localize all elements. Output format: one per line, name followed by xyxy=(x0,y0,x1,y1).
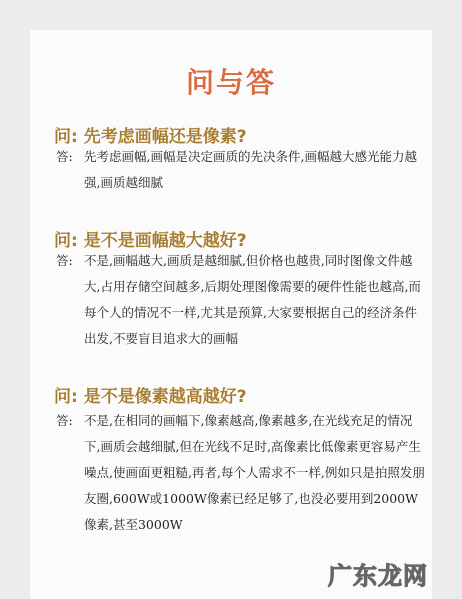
page-title: 问与答 xyxy=(185,66,276,99)
answer-label: 答: xyxy=(56,149,73,164)
answer-label: 答: xyxy=(56,253,73,268)
question-2: 问: 是不是画幅越大越好? xyxy=(54,231,247,251)
site-watermark: 广东龙网 xyxy=(328,562,428,590)
answer-text: 不是,画幅越大,画质是越细腻,但价格也越贵,同时图像文件越大,占用存储空间越多,后期处理图像需要的硬件性能也越高,而每个人的情况不一样,尤其是预算,大家要根据自己的经济条件出发,不要盲目追求大的画幅 xyxy=(84,253,421,346)
answer-label: 答: xyxy=(56,413,73,428)
content-card xyxy=(30,30,432,599)
answer-1 xyxy=(56,144,428,196)
answer-text: 先考虑画幅,画幅是决定画质的先决条件,画幅越大感光能力越强,画质越细腻 xyxy=(84,149,417,190)
answer-2 xyxy=(56,248,428,352)
answer-3 xyxy=(56,408,428,538)
question-3: 问: 是不是像素越高越好? xyxy=(54,387,247,407)
question-1: 问: 先考虑画幅还是像素? xyxy=(54,127,247,147)
answer-text: 不是,在相同的画幅下,像素越高,像素越多,在光线充足的情况下,画质会越细腻,但在光线不足时,高像素比低像素更容易产生噪点,使画面更粗糙,再者,每个人需求不一样,例如只是拍照发朋友圈,600W或1000W像素已经足够了,也没必要用到2000W像素,甚至3000W xyxy=(84,413,425,532)
